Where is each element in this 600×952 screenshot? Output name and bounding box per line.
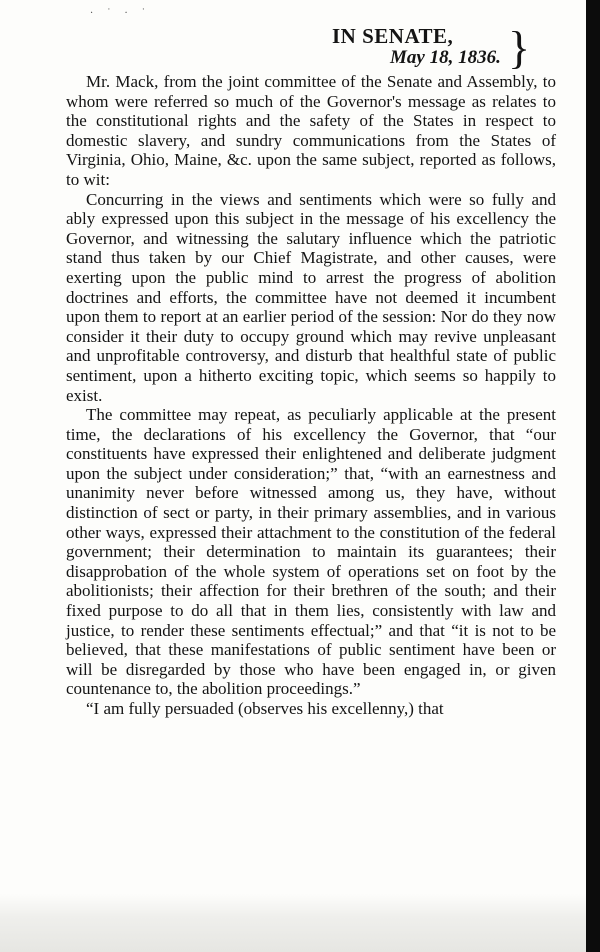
scan-edge bbox=[586, 0, 600, 952]
header-brace: } bbox=[508, 22, 531, 73]
paragraph-quote-start: “I am fully persuaded (observes his excellenny,) that bbox=[86, 699, 444, 718]
header-title: IN SENATE, bbox=[332, 24, 454, 48]
paragraph-concurring: Concurring in the views and sentiments which were so fully and ably expressed upon this subject in the message of his excellency the Governor, and witnessing the salutary influence which the patriotic stand thus taken by our Chief Magistrate, and other causes, were exerting upon the public mind to arrest the progress of abolition doctrines and efforts, the committee have not deemed it incumbent upon them to report at an earlier period of the session: Nor do they now consider it their duty to occupy ground which may revive unpleasant and unprofitable controversy, and disturb that healthful state of public sentiment, upon a hitherto exciting topic, which seems so happily to exist. bbox=[66, 189, 556, 405]
document-header bbox=[270, 24, 570, 72]
document-body bbox=[66, 72, 556, 719]
paragraph-report-intro: Mr. Mack, from the joint committee of the Senate and Assembly, to whom were referred so much of the Governor's message as relates to the constitutional rights and the safety of the States in respect to domestic slavery, and sundry communications from the States of Virginia, Ohio, Maine, &c. upon the same subject, reported as follows, to wit: bbox=[66, 72, 556, 189]
header-date: May 18, 1836. bbox=[390, 47, 501, 68]
paragraph-committee-repeat: The committee may repeat, as peculiarly applicable at the present time, the declarations of his excellency the Governor, that “our constituents have expressed their enlightened and deliberate judgment upon the subject under consideration;” that, “with an earnestness and unanimity never before witnessed among us, they have, without distinction of sect or party, in their primary assemblies, and in various other ways, expressed their attachment to the constitution of the federal government; their determination to maintain its guarantees; their disapprobation of the whole system of operations set on foot by the abolitionists; their affection for their brethren of the south; and their fixed purpose to do all that in them lies, consistently with law and justice, to render these sentiments effectual;” and that “it is not to be believed, that these manifestations of public sentiment have been or will be disregarded by those who have been engaged in, or given countenance to, the abolition proceedings.” bbox=[66, 405, 556, 699]
page-bottom-shadow bbox=[0, 894, 600, 952]
print-specks: · ˙ · ˙ bbox=[90, 8, 151, 19]
